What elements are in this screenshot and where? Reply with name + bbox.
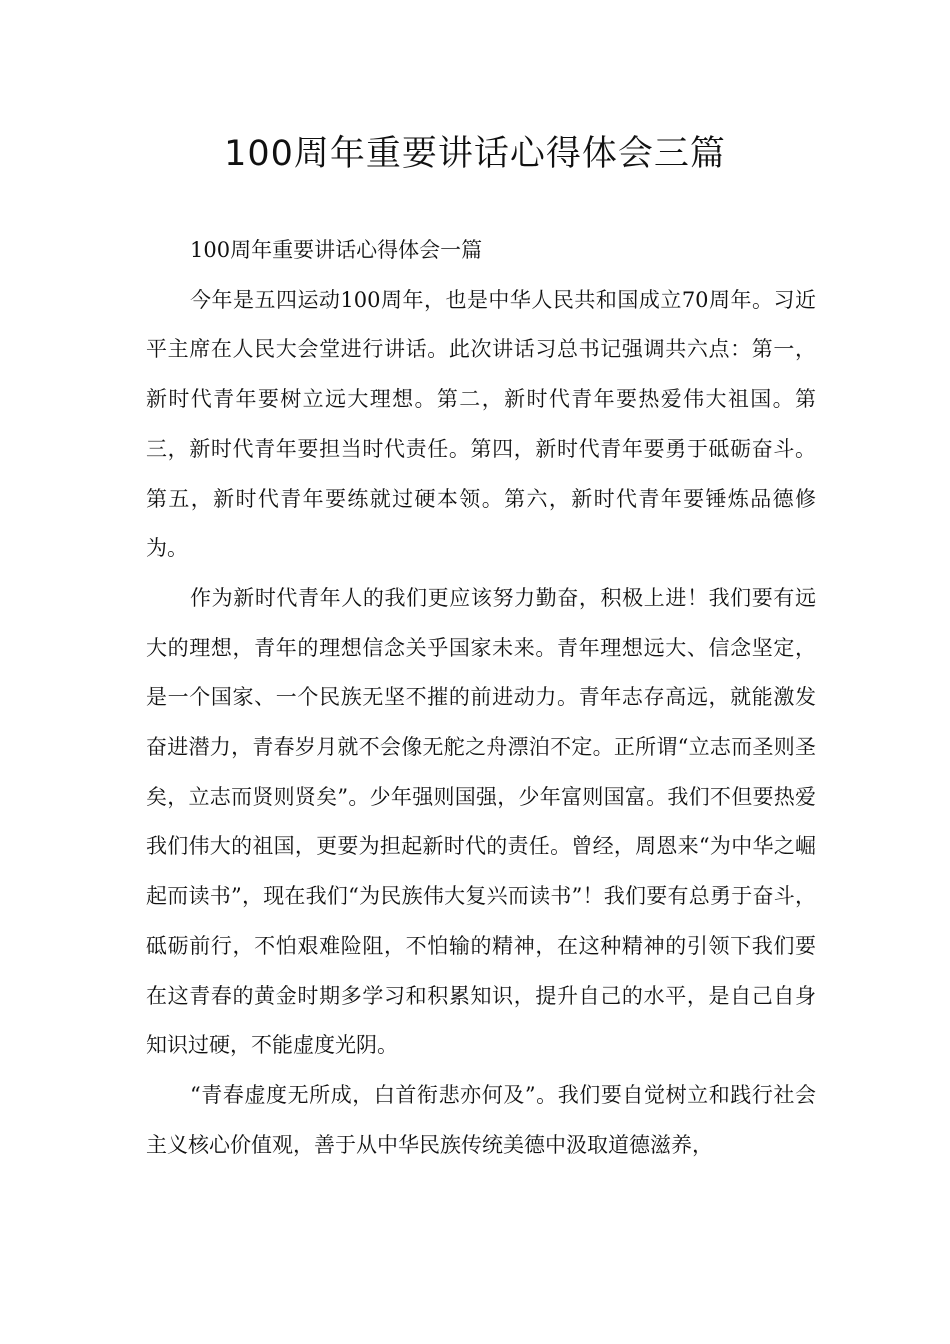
paragraph-2: 作为新时代青年人的我们更应该努力勤奋，积极上进！我们要有远大的理想，青年的理想信念关乎国家未来。青年理想远大、信念坚定，是一个国家、一个民族无坚不摧的前进动力。青年志存高远，就能激发奋进潜力，青春岁月就不会像无舵之舟漂泊不定。正所谓“立志而圣则圣矣，立志而贤则贤矣”。少年强则国强，少年富则国富。我们不但要热爱我们伟大的祖国，更要为担起新时代的责任。曾经，周恩来“为中华之崛起而读书”，现在我们“为民族伟大复兴而读书”！我们要有总勇于奋斗，砥砺前行，不怕艰难险阻，不怕输的精神，在这种精神的引领下我们要在这青春的黄金时期多学习和积累知识，提升自己的水平，是自己自身知识过硬，不能虚度光阴。 (146, 585, 816, 1058)
document-body (146, 226, 816, 1170)
section-heading: 100周年重要讲话心得体会一篇 (190, 238, 483, 262)
paragraph-3: “青春虚度无所成，白首衔悲亦何及”。我们要自觉树立和践行社会主义核心价值观，善于从中华民族传统美德中汲取道德滋养， (146, 1082, 816, 1157)
paragraph-1: 今年是五四运动100周年，也是中华人民共和国成立70周年。习近平主席在人民大会堂进行讲话。此次讲话习总书记强调共六点：第一，新时代青年要树立远大理想。第二，新时代青年要热爱伟大祖国。第三，新时代青年要担当时代责任。第四，新时代青年要勇于砥砺奋斗。第五，新时代青年要练就过硬本领。第六，新时代青年要锤炼品德修为。 (146, 287, 816, 561)
document-title: 100周年重要讲话心得体会三篇 (224, 134, 726, 174)
